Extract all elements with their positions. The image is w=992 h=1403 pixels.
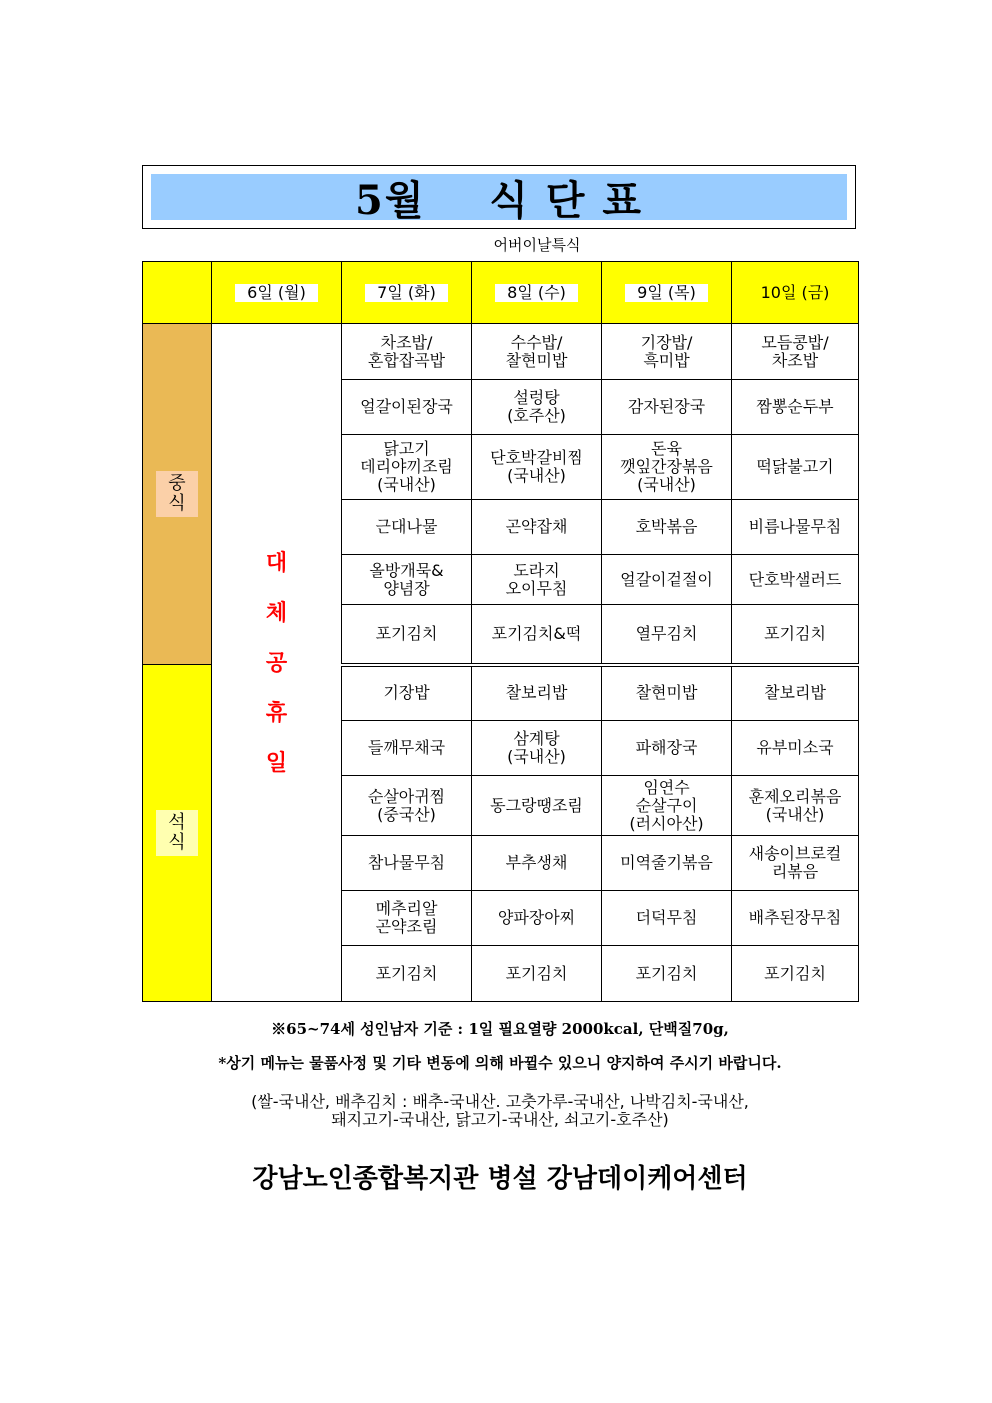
menu-cell: 양파장아찌 [472, 891, 602, 946]
menu-cell: 떡닭불고기 [732, 435, 859, 500]
menu-cell: 단호박갈비찜 (국내산) [472, 435, 602, 500]
menu-cell: 호박볶음 [602, 500, 732, 555]
holiday-char: 공 [265, 649, 288, 676]
dinner-label: 석 식 [156, 810, 197, 856]
holiday-char: 체 [265, 599, 288, 626]
day-header [602, 262, 732, 324]
holiday-cell [212, 324, 342, 1002]
menu-cell: 단호박샐러드 [732, 555, 859, 605]
menu-cell: 수수밥/ 찰현미밥 [472, 324, 602, 380]
menu-cell: 찰보리밥 [732, 665, 859, 721]
change-note: *상기 메뉴는 물품사정 및 기타 변동에 의해 바뀔수 있으니 양지하여 주시기 바랍니다. [218, 1054, 782, 1072]
menu-cell: 더덕무침 [602, 891, 732, 946]
menu-cell: 부추생채 [472, 836, 602, 891]
title-banner [151, 174, 847, 224]
corner-cell [143, 262, 212, 324]
menu-cell: 찰보리밥 [472, 665, 602, 721]
menu-cell: 차조밥/ 혼합잡곡밥 [342, 324, 472, 380]
menu-cell: 포기김치 [732, 946, 859, 1002]
day-header [732, 262, 859, 324]
day-header [212, 262, 342, 324]
menu-cell: 포기김치 [732, 605, 859, 665]
page-title: 5월 식 단 표 [355, 176, 643, 224]
menu-cell: 파해장국 [602, 721, 732, 776]
holiday-char: 일 [265, 749, 288, 776]
menu-cell: 메추리알 곤약조림 [342, 891, 472, 946]
menu-cell: 곤약잡채 [472, 500, 602, 555]
menu-cell: 포기김치 [342, 946, 472, 1002]
day-label: 10일 (금) [760, 282, 830, 302]
menu-cell: 포기김치&떡 [472, 605, 602, 665]
menu-cell: 포기김치 [602, 946, 732, 1002]
menu-cell: 도라지 오이무침 [472, 555, 602, 605]
origin-note: (쌀-국내산, 배추김치 : 배추-국내산. 고춧가루-국내산, 나박김치-국내산, 돼지고기-국내산, 닭고기-국내산, 쇠고기-호주산) [251, 1092, 749, 1129]
dinner-meal-cell [143, 665, 212, 1002]
menu-cell: 얼갈이된장국 [342, 380, 472, 435]
menu-cell: 돈육 깻잎간장볶음 (국내산) [602, 435, 732, 500]
menu-cell: 훈제오리볶음 (국내산) [732, 776, 859, 836]
menu-cell: 포기김치 [342, 605, 472, 665]
menu-cell: 배추된장무침 [732, 891, 859, 946]
lunch-label: 중 식 [156, 471, 197, 517]
menu-cell: 모듬콩밥/ 차조밥 [732, 324, 859, 380]
special-note: 어버이날특식 [493, 236, 581, 254]
day-label: 6일 (월) [235, 284, 318, 302]
day-label: 8일 (수) [495, 284, 578, 302]
menu-cell: 들깨무채국 [342, 721, 472, 776]
menu-cell: 찰현미밥 [602, 665, 732, 721]
menu-cell: 닭고기 데리야끼조림 (국내산) [342, 435, 472, 500]
menu-cell: 기장밥/ 흑미밥 [602, 324, 732, 380]
menu-cell: 새송이브로컬 리볶음 [732, 836, 859, 891]
menu-cell: 짬뽕순두부 [732, 380, 859, 435]
menu-table [142, 261, 859, 1002]
menu-cell: 비름나물무침 [732, 500, 859, 555]
menu-cell: 유부미소국 [732, 721, 859, 776]
menu-cell: 감자된장국 [602, 380, 732, 435]
menu-cell: 미역줄기볶음 [602, 836, 732, 891]
header-row [143, 262, 859, 324]
menu-cell: 열무김치 [602, 605, 732, 665]
day-label: 7일 (화) [365, 284, 448, 302]
lunch-row [143, 324, 859, 380]
day-label: 9일 (목) [625, 284, 708, 302]
title-box [142, 165, 856, 229]
menu-cell: 동그랑땡조림 [472, 776, 602, 836]
menu-cell: 근대나물 [342, 500, 472, 555]
menu-cell: 임연수 순살구이 (러시아산) [602, 776, 732, 836]
energy-note: ※65~74세 성인남자 기준 : 1일 필요열량 2000kcal, 단백질70g, [271, 1020, 729, 1038]
holiday-char: 대 [265, 549, 288, 576]
menu-cell: 얼갈이겉절이 [602, 555, 732, 605]
menu-cell: 삼계탕 (국내산) [472, 721, 602, 776]
lunch-meal-cell [143, 324, 212, 665]
menu-cell: 올방개묵& 양념장 [342, 555, 472, 605]
organization-name: 강남노인종합복지관 병설 강남데이케어센터 [252, 1164, 748, 1194]
day-header [472, 262, 602, 324]
menu-cell: 설렁탕 (호주산) [472, 380, 602, 435]
menu-cell: 기장밥 [342, 665, 472, 721]
menu-cell: 순살아귀찜 (중국산) [342, 776, 472, 836]
holiday-char: 휴 [265, 699, 288, 726]
day-header [342, 262, 472, 324]
menu-cell: 참나물무침 [342, 836, 472, 891]
menu-cell: 포기김치 [472, 946, 602, 1002]
